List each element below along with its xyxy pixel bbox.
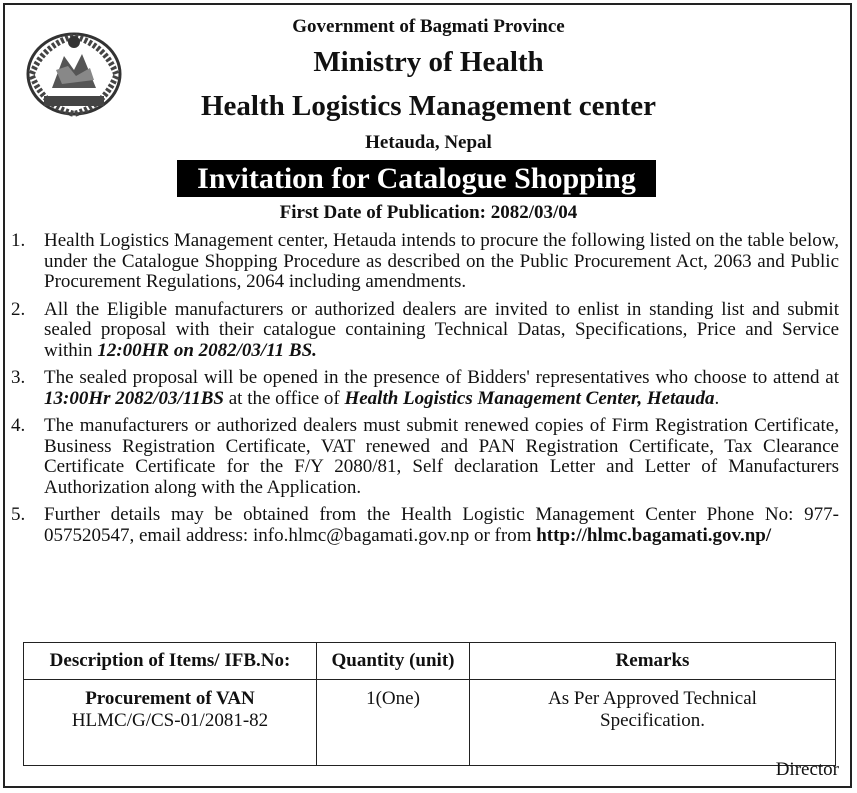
publication-date: First Date of Publication: 2082/03/04: [279, 202, 578, 223]
column-header: Remarks: [470, 643, 836, 680]
signatory: Director: [775, 759, 839, 780]
notice-title-banner: Invitation for Catalogue Shopping: [177, 160, 656, 197]
item-cell: [24, 680, 317, 766]
table-row: [24, 680, 836, 766]
list-item: 1. Health Logistics Management center, Hetauda intends to procure the following listed on the table below, under the Catalogue Shopping Procedure as described on the Public Procurement Act, 2063 and Public Procurement Regulations, 2064 including amendments.: [11, 230, 839, 292]
ministry-name: Ministry of Health: [313, 46, 544, 78]
ifb-number: HLMC/G/CS-01/2081-82: [71, 710, 269, 731]
item-name: Procurement of VAN: [85, 688, 255, 709]
items-table: [23, 642, 836, 766]
submission-deadline: 12:00HR on 2082/03/11 BS.: [97, 339, 317, 361]
notice-body: [11, 231, 839, 553]
remarks-cell: As Per Approved Technical Specification.: [470, 680, 836, 766]
website-link[interactable]: http://hlmc.bagamati.gov.np/: [536, 524, 772, 546]
location: Hetauda, Nepal: [365, 132, 492, 153]
list-item: 5. Further details may be obtained from the Health Logistic Management Center Phone No: 977-057520547, email address: info.hlmc@bagamati.gov.np or from http://hlmc.bagamati.gov.np/: [11, 504, 839, 546]
table-header-row: [24, 643, 836, 680]
list-item: 2. All the Eligible manufacturers or authorized dealers are invited to enlist in standing list and submit sealed proposal with their catalogue containing Technical Datas, Specifications, Price and Service within 12:00HR on 2082/03/11 BS.: [11, 298, 839, 361]
quantity-cell: 1(One): [317, 680, 470, 766]
office-name: Health Logistics Management Center, Hetauda: [344, 387, 715, 409]
government-name: Government of Bagmati Province: [292, 16, 565, 37]
center-name: Health Logistics Management center: [200, 90, 657, 122]
list-item: 3. The sealed proposal will be opened in the presence of Bidders' representatives who choose to attend at 13:00Hr 2082/03/11BS at the office of Health Logistics Management Center, Hetauda.: [11, 367, 839, 409]
opening-time: 13:00Hr 2082/03/11BS: [44, 387, 224, 409]
list-item: 4. The manufacturers or authorized dealers must submit renewed copies of Firm Registration Certificate, Business Registration Certificate, VAT renewed and PAN Registration Certificate, Tax Clearance Certificate Certificate for the F/Y 2080/81, Self declaration Letter and Letter of Manufacturers Authorization along with the Application.: [11, 415, 839, 498]
column-header: Description of Items/ IFB.No:: [24, 643, 317, 680]
column-header: Quantity (unit): [317, 643, 470, 680]
